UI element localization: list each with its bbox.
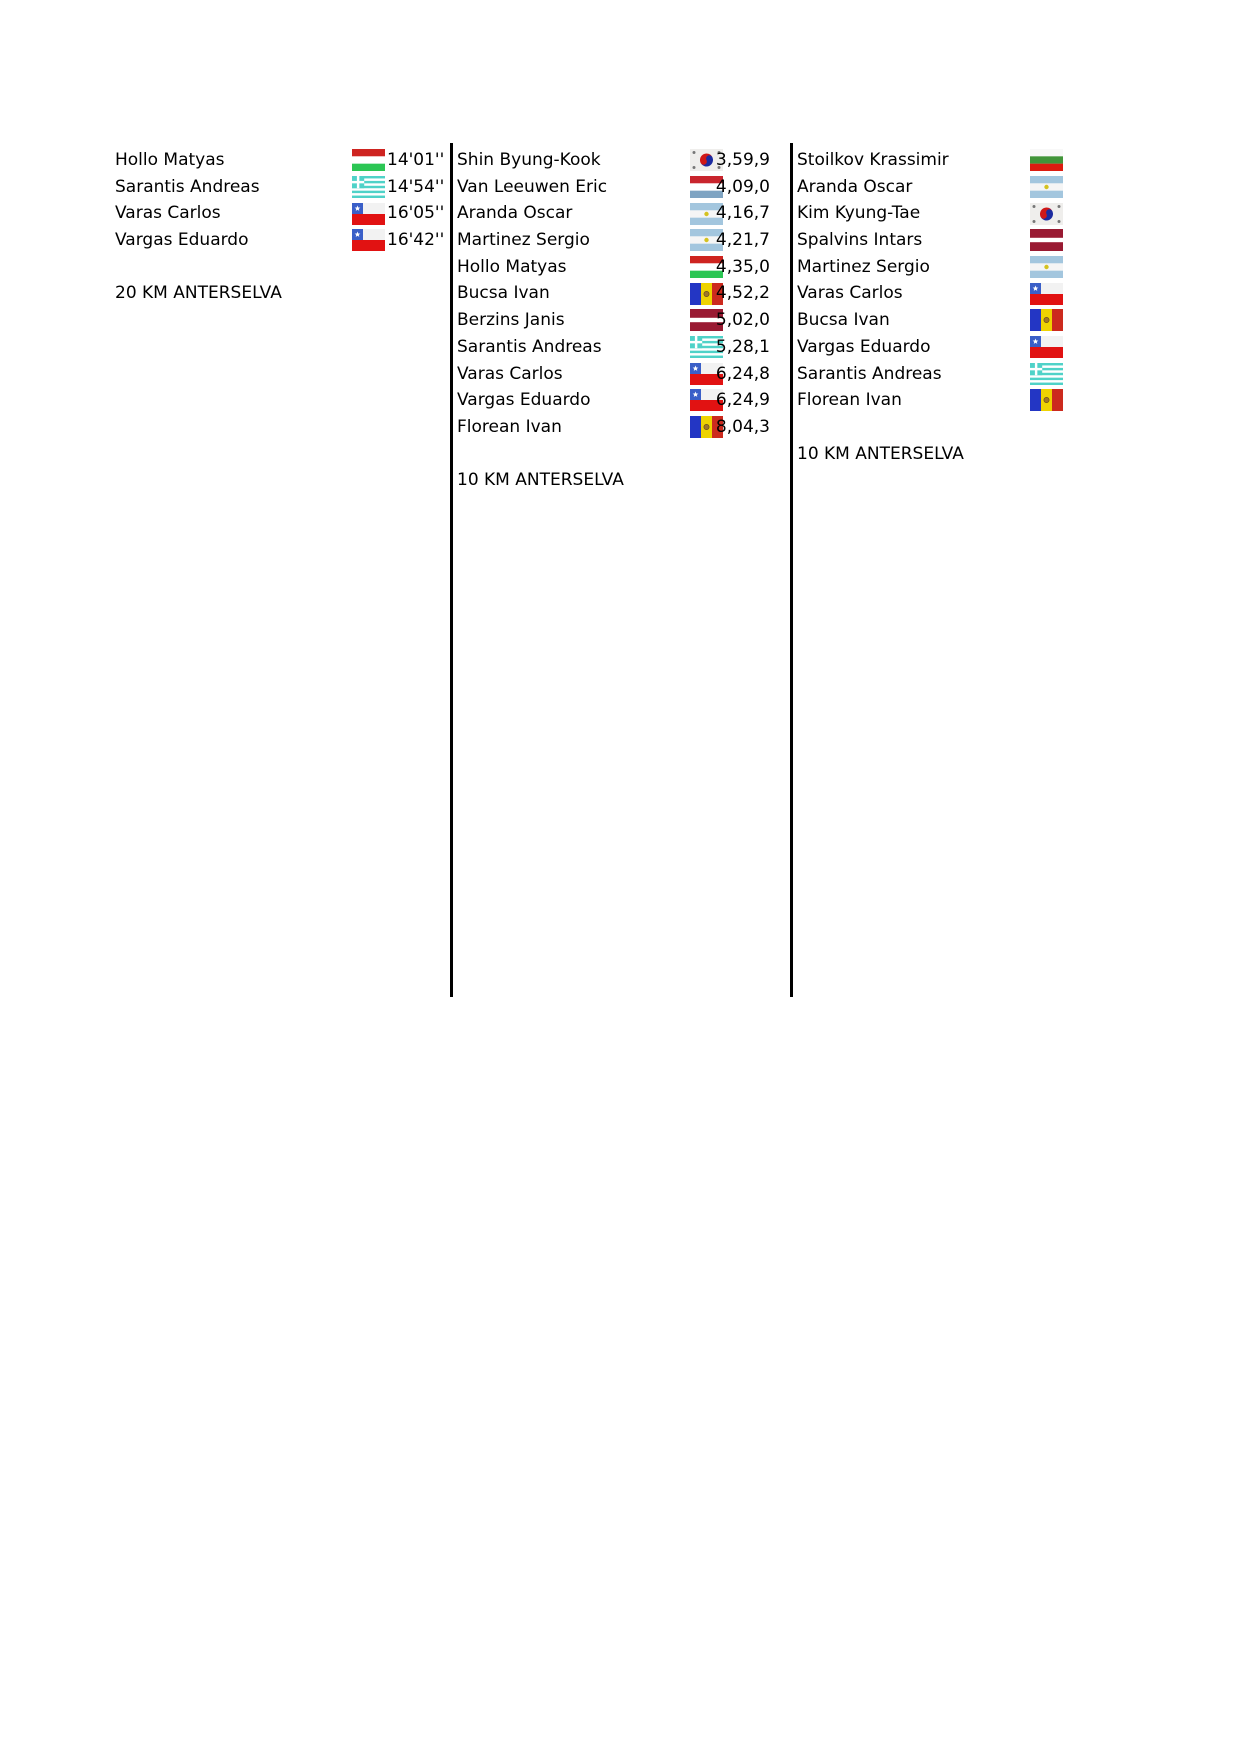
- time-value: 6,24,9: [715, 390, 770, 411]
- result-row: [457, 307, 770, 334]
- time-value: 4,35,0: [715, 256, 770, 277]
- chile-flag-icon: [352, 229, 385, 251]
- athlete-name: Vargas Eduardo: [457, 390, 591, 411]
- result-row: [457, 334, 770, 361]
- chile-flag-icon: [352, 203, 385, 225]
- result-row: [797, 280, 1067, 307]
- result-row: [797, 361, 1067, 388]
- time-value: 6,24,8: [715, 363, 770, 384]
- athlete-name: Sarantis Andreas: [457, 336, 602, 357]
- athlete-name: Florean Ivan: [797, 390, 902, 411]
- result-row: [797, 387, 1067, 414]
- athlete-name: Kim Kyung-Tae: [797, 203, 921, 224]
- athlete-name: Varas Carlos: [797, 283, 903, 304]
- athlete-name: Van Leeuwen Eric: [457, 176, 608, 197]
- time-value: 4,52,2: [715, 283, 770, 304]
- athlete-name: Martinez Sergio: [457, 230, 590, 251]
- time-value: 14'01'': [387, 150, 445, 170]
- result-row: [797, 147, 1067, 174]
- spacer: [797, 414, 1067, 441]
- athlete-name: Hollo Matyas: [115, 150, 225, 170]
- result-row: [797, 227, 1067, 254]
- argentina-flag-icon: [1030, 256, 1063, 278]
- result-row: [457, 387, 770, 414]
- moldova-flag-icon: [1030, 389, 1063, 411]
- result-row: [457, 361, 770, 388]
- athlete-name: Vargas Eduardo: [115, 230, 249, 251]
- time-value: 16'42'': [387, 230, 445, 251]
- event-label: 10 KM ANTERSELVA: [457, 470, 624, 491]
- athlete-name: Varas Carlos: [115, 203, 221, 224]
- chile-flag-icon: [1030, 283, 1063, 305]
- spacer: [457, 441, 770, 468]
- athlete-name: Aranda Oscar: [797, 176, 913, 197]
- time-value: 5,28,1: [715, 336, 770, 357]
- athlete-name: Spalvins Intars: [797, 230, 923, 251]
- time-value: 5,02,0: [715, 310, 770, 331]
- time-value: 4,09,0: [715, 176, 770, 197]
- time-value: 3,59,9: [715, 150, 770, 170]
- result-row: [115, 200, 455, 227]
- moldova-flag-icon: [1030, 309, 1063, 331]
- result-row: [797, 200, 1067, 227]
- chile-flag-icon: [1030, 336, 1063, 358]
- time-value: 4,21,7: [715, 230, 770, 251]
- athlete-name: Martinez Sergio: [797, 256, 930, 277]
- result-row: [457, 227, 770, 254]
- result-row: [457, 174, 770, 201]
- greece-flag-icon: [1030, 363, 1063, 385]
- event-label: 20 KM ANTERSELVA: [115, 283, 282, 304]
- time-value: 16'05'': [387, 203, 445, 224]
- athlete-name: Bucsa Ivan: [457, 283, 550, 304]
- spacer: [115, 254, 455, 281]
- column-divider: [790, 143, 793, 997]
- event-label: 10 KM ANTERSELVA: [797, 443, 964, 464]
- results-column-10km-times: [457, 147, 770, 494]
- athlete-name: Sarantis Andreas: [115, 176, 260, 197]
- athlete-name: Stoilkov Krassimir: [797, 150, 949, 170]
- athlete-name: Berzins Janis: [457, 310, 565, 331]
- athlete-name: Hollo Matyas: [457, 256, 567, 277]
- athlete-name: Shin Byung-Kook: [457, 150, 601, 170]
- hungary-flag-icon: [352, 149, 385, 171]
- athlete-name: Bucsa Ivan: [797, 310, 890, 331]
- result-row: [457, 280, 770, 307]
- result-row: [115, 147, 455, 174]
- time-value: 8,04,3: [715, 416, 770, 437]
- result-row: [797, 174, 1067, 201]
- athlete-name: Vargas Eduardo: [797, 336, 931, 357]
- result-row: [797, 307, 1067, 334]
- athlete-name: Varas Carlos: [457, 363, 563, 384]
- time-value: 4,16,7: [715, 203, 770, 224]
- latvia-flag-icon: [1030, 229, 1063, 251]
- result-row: [457, 200, 770, 227]
- result-row: [457, 254, 770, 281]
- result-row: [797, 334, 1067, 361]
- result-row: [115, 174, 455, 201]
- athlete-name: Florean Ivan: [457, 416, 562, 437]
- results-column-20km: [115, 147, 455, 307]
- result-row: [457, 147, 770, 174]
- athlete-name: Aranda Oscar: [457, 203, 573, 224]
- time-value: 14'54'': [387, 176, 445, 197]
- result-row: [797, 254, 1067, 281]
- argentina-flag-icon: [1030, 176, 1063, 198]
- athlete-name: Sarantis Andreas: [797, 363, 942, 384]
- result-row: [115, 227, 455, 254]
- results-column-10km-names: [797, 147, 1067, 467]
- south-korea-flag-icon: [1030, 203, 1063, 225]
- result-row: [457, 414, 770, 441]
- greece-flag-icon: [352, 176, 385, 198]
- bulgaria-flag-icon: [1030, 149, 1063, 171]
